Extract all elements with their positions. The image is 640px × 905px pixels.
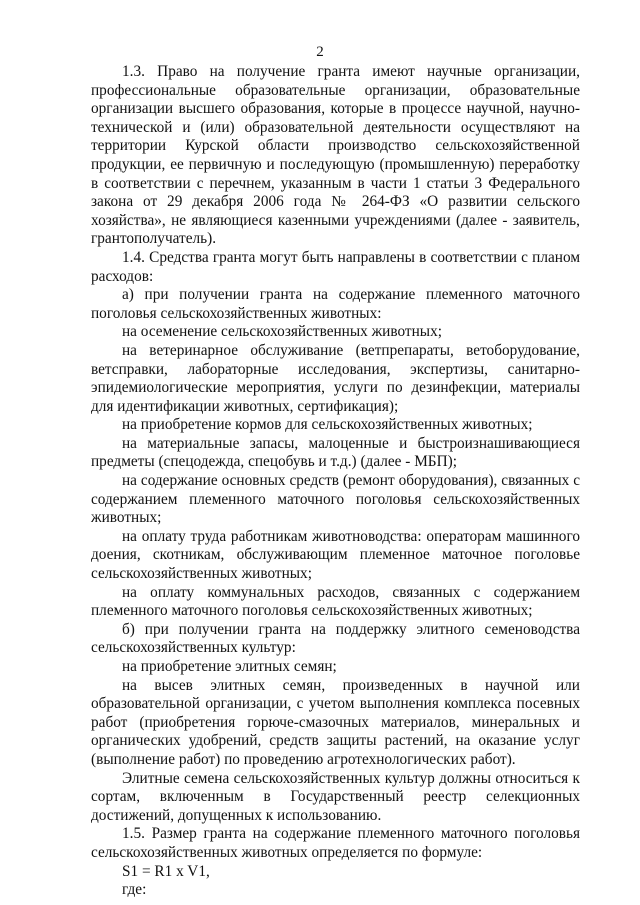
paragraph-elite-seeds-note: Элитные семена сельскохозяйственных культур должны относиться к сортам, включенным в Государственный реестр селекционных достижений, допущенных к использованию.: [91, 769, 580, 824]
paragraph-b-seeds: б) при получении гранта на поддержку элитного семеноводства сельскохозяйственных культур:: [91, 620, 580, 657]
paragraph-a-livestock: а) при получении гранта на содержание племенного маточного поголовья сельскохозяйственных животных:: [91, 286, 580, 322]
formula-expression: S1 = R1 x V1,: [122, 862, 210, 880]
list-item-wages: на оплату труда работникам животноводства: операторам машинного доения, скотникам, обслуживающим племенное маточное поголовье сельскохозяйственных животных;: [91, 527, 580, 583]
formula-where: где:: [122, 881, 147, 899]
list-item-supplies: на материальные запасы, малоценные и быстроизнашивающиеся предметы (спецодежда, спецобувь и т.д.) (далее - МБП);: [91, 434, 580, 471]
list-item-elite-seeds: на приобретение элитных семян;: [122, 658, 337, 675]
page-number: 2: [316, 44, 324, 60]
list-item-fixed-assets: на содержание основных средств (ремонт оборудования), связанных с содержанием племенного маточного поголовья сельскохозяйственных животных;: [91, 472, 580, 527]
paragraph-1-3: 1.3. Право на получение гранта имеют научные организации, профессиональные образовательные организации, образовательные организации высшего образования, которые в процессе научной, научно-технической и (или) образовательной деятельности осуществляют на территории Курской области производство сельскохозяйственной продукции, ее первичную и последующую (промышленную) переработку в соответствии с перечнем, указанным в части 1 статьи 3 Федерального закона от 29 декабря 2006 года № 264-ФЗ «О развитии сельского хозяйства», не являющиеся казенными учреждениями (далее - заявитель, грантополучатель).: [91, 63, 580, 248]
paragraph-1-5: 1.5. Размер гранта на содержание племенного маточного поголовья сельскохозяйственных животных определяется по формуле:: [91, 825, 580, 861]
list-item-sowing: на высев элитных семян, произведенных в научной или образовательной организации, с учетом выполнения комплекса посевных работ (приобретения горюче-смазочных материалов, минеральных и органических удобрений, средств защиты растений, на оказание услуг (выполнение работ) по проведению агротехнологических работ).: [91, 676, 580, 768]
list-item-insemination: на осеменение сельскохозяйственных животных;: [122, 323, 442, 341]
document-body: [91, 63, 580, 900]
list-item-feed: на приобретение кормов для сельскохозяйственных животных;: [122, 416, 533, 434]
list-item-utilities: на оплату коммунальных расходов, связанных с содержанием племенного маточного поголовья сельскохозяйственных животных;: [91, 583, 580, 620]
list-item-veterinary: на ветеринарное обслуживание (ветпрепараты, ветоборудование, ветсправки, лабораторные исследования, экспертизы, санитарно-эпидемиологические мероприятия, услуги по дезинфекции, материалы для идентификации животных, сертификация);: [91, 341, 580, 415]
paragraph-1-4: 1.4. Средства гранта могут быть направлены в соответствии с планом расходов:: [91, 248, 580, 285]
